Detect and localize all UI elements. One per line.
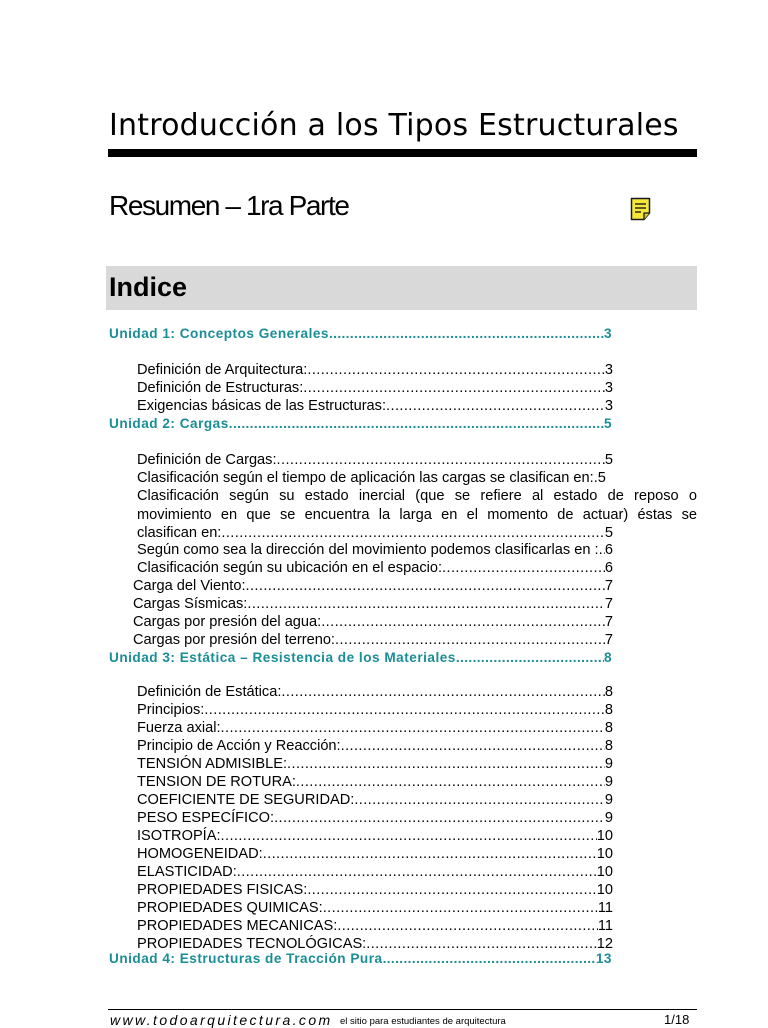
toc-leader-dots — [303, 379, 605, 397]
toc-leader-dots — [246, 577, 605, 595]
toc-entry-label: PROPIEDADES QUIMICAS: — [137, 900, 323, 916]
toc-leader-dots — [296, 773, 605, 791]
toc-leader-dots — [386, 397, 605, 415]
toc-entry-label: Cargas Sísmicas: — [133, 596, 248, 612]
toc-page-number: 7 — [604, 614, 613, 630]
toc-leader-dots — [221, 719, 605, 737]
footer-site-link[interactable]: www.todoarquitectura.com — [110, 1012, 333, 1028]
toc-page-number: 8 — [604, 702, 613, 718]
toc-entry-label: PROPIEDADES FISICAS: — [137, 882, 308, 898]
toc-entry-label: Principios: — [137, 702, 205, 718]
toc-entry-line: movimiento en que se encuentra la larga en el momento de actuar) éstas se — [137, 506, 697, 523]
toc-leader-dots — [442, 559, 605, 577]
toc-leader-dots — [281, 683, 604, 701]
toc-entry[interactable] — [137, 863, 613, 881]
toc-unit-2[interactable] — [109, 415, 612, 433]
toc-unit-label: Unidad 4: Estructuras de Tracción Pura — [109, 951, 383, 966]
toc-entry-label: Carga del Viento: — [133, 578, 246, 594]
toc-leader-dots — [221, 827, 597, 845]
toc-entry[interactable] — [137, 541, 613, 559]
page-indicator: 1/18 — [664, 1012, 690, 1027]
toc-leader-dots — [229, 415, 604, 433]
toc-page-number: 8 — [603, 650, 612, 665]
toc-entry[interactable] — [137, 845, 613, 863]
toc-entry-label: Fuerza axial: — [137, 720, 221, 736]
toc-entry-label: ELASTICIDAD: — [137, 864, 237, 880]
toc-leader-dots — [221, 524, 605, 543]
toc-leader-dots — [321, 613, 605, 631]
toc-entry[interactable] — [133, 577, 613, 595]
toc-page-number: 5 — [597, 470, 606, 486]
toc-page-number: 10 — [596, 864, 613, 880]
toc-leader-dots — [307, 361, 605, 379]
toc-page-number: 7 — [604, 578, 613, 594]
toc-entry[interactable] — [137, 361, 613, 379]
toc-entry-line: Clasificación según su estado inercial (que se refiere al estado de reposo o — [137, 488, 697, 504]
toc-leader-dots — [323, 899, 598, 917]
toc-page-number: 8 — [604, 684, 613, 700]
toc-page-number: 11 — [597, 918, 613, 934]
index-title: Indice — [109, 272, 188, 302]
toc-entry-label: PESO ESPECÍFICO: — [137, 810, 275, 826]
toc-entry[interactable] — [137, 451, 613, 469]
toc-page-number: 10 — [596, 882, 613, 898]
toc-entry-multiline[interactable] — [137, 487, 697, 543]
toc-entry[interactable] — [137, 899, 613, 917]
toc-entry[interactable] — [137, 917, 613, 935]
toc-entry[interactable] — [137, 755, 613, 773]
toc-page-number: 8 — [604, 720, 613, 736]
toc-leader-dots — [456, 649, 604, 667]
toc-entry-label: Principio de Acción y Reacción: — [137, 738, 341, 754]
toc-page-number: 9 — [604, 756, 613, 772]
toc-unit-4[interactable] — [109, 950, 612, 968]
toc-entry[interactable] — [137, 719, 613, 737]
toc-entry-label: Cargas por presión del agua: — [133, 614, 322, 630]
toc-entry-label: Exigencias básicas de las Estructuras: — [137, 398, 387, 414]
toc-page-number: 3 — [603, 326, 612, 341]
toc-leader-dots — [274, 809, 605, 827]
toc-page-number: 9 — [604, 810, 613, 826]
toc-entry-label: HOMOGENEIDAD: — [137, 846, 263, 862]
toc-entry[interactable] — [133, 595, 613, 613]
toc-page-number: 3 — [604, 380, 613, 396]
toc-entry-label: Clasificación según el tiempo de aplicación las cargas se clasifican en:. — [137, 470, 598, 486]
toc-entry[interactable] — [137, 559, 613, 577]
toc-leader-dots — [237, 863, 597, 881]
toc-leader-dots — [337, 917, 598, 935]
toc-unit-label: Unidad 2: Cargas — [109, 416, 229, 431]
toc-entry[interactable] — [137, 683, 613, 701]
toc-entry[interactable] — [137, 881, 613, 899]
toc-entry-label: TENSIÓN ADMISIBLE: — [137, 756, 288, 772]
toc-leader-dots — [335, 631, 605, 649]
toc-leader-dots — [341, 737, 605, 755]
toc-page-number: 8 — [604, 738, 613, 754]
toc-page-number: 5 — [604, 452, 613, 468]
toc-entry[interactable] — [137, 827, 613, 845]
toc-leader-dots — [354, 791, 605, 809]
toc-page-number: 6 — [604, 560, 613, 576]
footer-tagline: el sitio para estudiantes de arquitectura — [340, 1016, 506, 1027]
title-rule — [108, 149, 697, 157]
toc-page-number: 5 — [604, 525, 613, 541]
toc-leader-dots — [204, 701, 605, 719]
toc-entry[interactable] — [137, 773, 613, 791]
toc-entry[interactable] — [137, 469, 613, 487]
toc-entry-label: Definición de Arquitectura: — [137, 362, 308, 378]
toc-leader-dots — [287, 755, 605, 773]
sticky-note-icon[interactable] — [630, 197, 651, 221]
toc-leader-dots — [307, 881, 596, 899]
page-subtitle: Resumen – 1ra Parte — [109, 190, 349, 221]
toc-leader-dots — [247, 595, 605, 613]
toc-entry[interactable] — [137, 737, 613, 755]
toc-entry-label: PROPIEDADES MECANICAS: — [137, 918, 338, 934]
toc-entry-label: Definición de Estática: — [137, 684, 282, 700]
toc-page-number: 9 — [604, 792, 613, 808]
toc-entry[interactable] — [137, 379, 613, 397]
toc-entry-label: Según como sea la dirección del movimiento podemos clasificarlas en : — [137, 542, 599, 558]
toc-page-number: 5 — [603, 416, 612, 431]
toc-page-number: 13 — [595, 951, 612, 966]
toc-entry-label: TENSION DE ROTURA: — [137, 774, 296, 790]
toc-entry[interactable] — [133, 631, 613, 649]
toc-entry-label: Cargas por presión del terreno: — [133, 632, 335, 648]
index-header — [106, 266, 697, 310]
toc-entry-label: PROPIEDADES TECNOLÓGICAS: — [137, 936, 367, 952]
toc-entry-label: Clasificación según su ubicación en el espacio: — [137, 560, 443, 576]
toc-entry-label: Definición de Estructuras: — [137, 380, 304, 396]
toc-leader-dots — [329, 325, 604, 343]
toc-page-number: 7 — [604, 632, 613, 648]
toc-page-number: 12 — [596, 936, 613, 952]
toc-unit-label: Unidad 3: Estática – Resistencia de los Materiales — [109, 650, 456, 665]
toc-entry-label: ISOTROPÍA: — [137, 828, 221, 844]
toc-page-number: 3 — [604, 398, 613, 414]
toc-entry[interactable] — [137, 397, 613, 415]
page-title: Introducción a los Tipos Estructurales — [109, 108, 679, 143]
toc-entry[interactable] — [137, 701, 613, 719]
toc-leader-dots — [263, 845, 597, 863]
footer-rule — [108, 1009, 697, 1010]
toc-leader-dots — [277, 451, 605, 469]
toc-leader-dots — [383, 950, 596, 968]
toc-page-number: 10 — [596, 828, 613, 844]
toc-page-number: 7 — [604, 596, 613, 612]
toc-entry-label: Definición de Cargas: — [137, 452, 277, 468]
toc-unit-label: Unidad 1: Conceptos Generales — [109, 326, 329, 341]
toc-page-number: 6 — [604, 542, 613, 558]
toc-page-number: 11 — [597, 900, 613, 916]
toc-entry[interactable] — [137, 809, 613, 827]
toc-page-number: 9 — [604, 774, 613, 790]
toc-page-number: 3 — [604, 362, 613, 378]
toc-unit-3[interactable] — [109, 649, 612, 667]
toc-entry-line: clasifican en: — [137, 525, 222, 541]
toc-page-number: 10 — [596, 846, 613, 862]
toc-entry-label: COEFICIENTE DE SEGURIDAD: — [137, 792, 355, 808]
toc-unit-1[interactable] — [109, 325, 612, 343]
toc-entry[interactable] — [137, 791, 613, 809]
toc-entry[interactable] — [133, 613, 613, 631]
